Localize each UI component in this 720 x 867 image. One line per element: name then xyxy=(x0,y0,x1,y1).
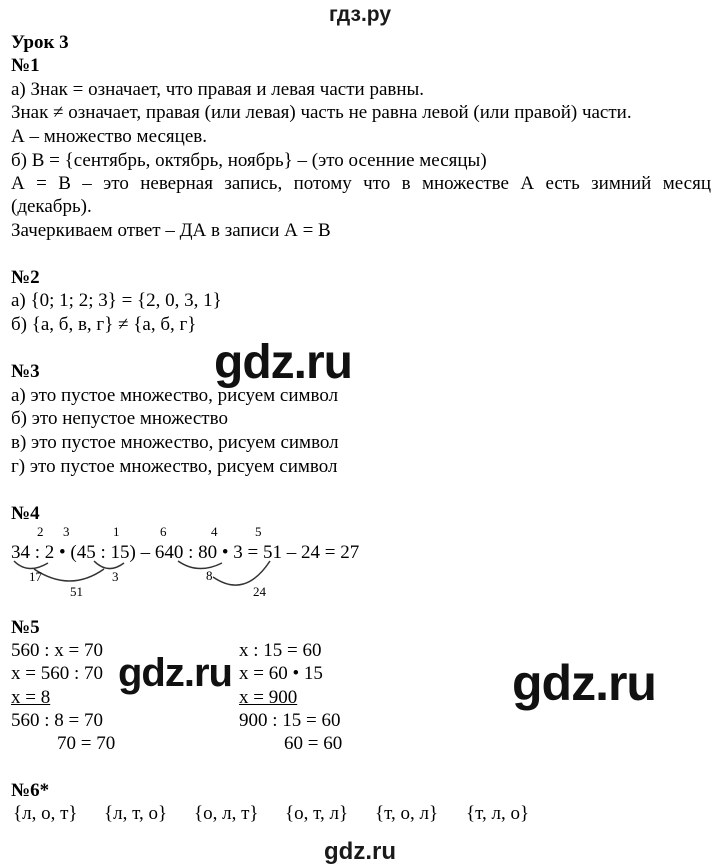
task5-right-line: 60 = 60 xyxy=(284,733,343,754)
set-item: {о, л, т} xyxy=(194,803,259,824)
task2-line: а) {0; 1; 2; 3} = {2, 0, 3, 1} xyxy=(11,290,222,311)
site-footer: gdz.ru xyxy=(324,838,396,865)
task3-line: в) это пустое множество, рисуем символ xyxy=(11,432,339,453)
intermediate-result: 17 xyxy=(29,569,42,584)
task6-title: №6* xyxy=(11,780,50,801)
task5-left-line: 70 = 70 xyxy=(57,733,116,754)
task5-right-answer: x = 900 xyxy=(239,687,298,708)
task5-left-line: 560 : x = 70 xyxy=(11,640,103,661)
set-item: {т, л, о} xyxy=(466,803,530,824)
task1-line: (декабрь). xyxy=(11,196,92,217)
task4-title: №4 xyxy=(11,503,40,524)
intermediate-result: 24 xyxy=(253,584,266,599)
order-number: 6 xyxy=(160,524,167,539)
task2-line: б) {а, б, в, г} ≠ {а, б, г} xyxy=(11,314,197,335)
site-header: гдз.ру xyxy=(328,3,392,26)
task1-line: А – множество месяцев. xyxy=(11,126,207,147)
task5-left-answer: x = 8 xyxy=(11,687,51,708)
task5-right-line: 900 : 15 = 60 xyxy=(239,710,341,731)
intermediate-result: 8 xyxy=(206,568,213,583)
set-item: {л, т, о} xyxy=(104,803,168,824)
watermark: gdz.ru xyxy=(512,655,656,711)
lesson-title: Урок 3 xyxy=(11,32,69,53)
watermark: gdz.ru xyxy=(118,651,232,695)
task2-title: №2 xyxy=(11,267,40,288)
task3-title: №3 xyxy=(11,361,40,382)
task5-left-line: 560 : 8 = 70 xyxy=(11,710,103,731)
task5-left-line: x = 560 : 70 xyxy=(11,663,103,684)
set-item: {т, о, л} xyxy=(375,803,439,824)
order-number: 2 xyxy=(37,524,44,539)
task1-title: №1 xyxy=(11,55,40,76)
task5-right-line: x : 15 = 60 xyxy=(239,640,322,661)
order-number: 1 xyxy=(113,524,120,539)
task1-line: А = В – это неверная запись, потому что в множестве А есть зимний месяц xyxy=(11,173,711,194)
task1-line: б) В = {сентябрь, октябрь, ноябрь} – (это осенние месяцы) xyxy=(11,150,487,171)
intermediate-result: 51 xyxy=(70,584,83,599)
task4-expression: 34 : 2 • (45 : 15) – 640 : 80 • 3 = 51 – 24 = 27 xyxy=(11,542,360,563)
task3-line: б) это непустое множество xyxy=(11,408,228,429)
task5-title: №5 xyxy=(11,617,40,638)
task3-line: а) это пустое множество, рисуем символ xyxy=(11,385,339,406)
set-item: {л, о, т} xyxy=(13,803,78,824)
order-number: 4 xyxy=(211,524,218,539)
order-number: 5 xyxy=(255,524,262,539)
task3-line: г) это пустое множество, рисуем символ xyxy=(11,456,338,477)
task1-line: Зачеркиваем ответ – ДА в записи А = В xyxy=(11,220,331,241)
watermark: gdz.ru xyxy=(214,336,352,389)
set-item: {о, т, л} xyxy=(285,803,349,824)
task1-line: а) Знак = означает, что правая и левая части равны. xyxy=(11,79,425,100)
intermediate-result: 3 xyxy=(112,569,119,584)
task1-line: Знак ≠ означает, правая (или левая) часть не равна левой (или правой) части. xyxy=(11,102,632,123)
order-number: 3 xyxy=(63,524,70,539)
task5-right-line: x = 60 • 15 xyxy=(239,663,323,684)
